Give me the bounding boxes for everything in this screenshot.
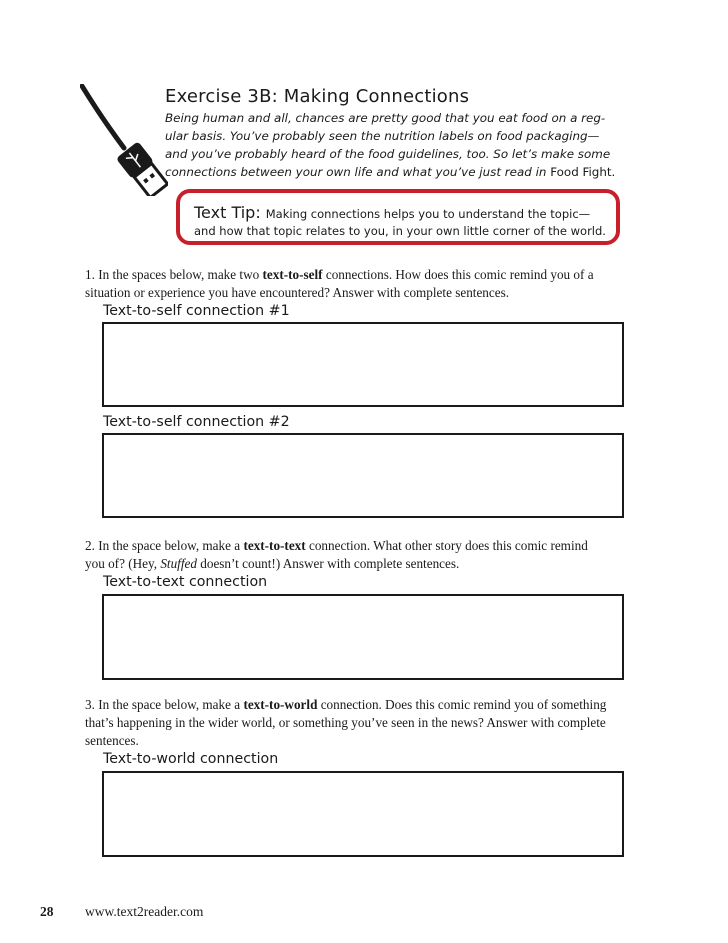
italic-title: Stuffed bbox=[160, 556, 197, 571]
text-to-self-label-2: Text-to-self connection #2 bbox=[103, 414, 290, 430]
question-line: 3. In the space below, make a text-to-world connection. Does this comic remind you of something bbox=[85, 697, 607, 712]
intro-line: ular basis. You’ve probably seen the nutrition labels on food packaging— bbox=[165, 129, 600, 143]
exercise-title: Exercise 3B: Making Connections bbox=[165, 86, 470, 107]
text-to-self-answer-box-2[interactable] bbox=[102, 433, 624, 518]
question-1 bbox=[85, 266, 643, 302]
intro-line: Being human and all, chances are pretty good that you eat food on a reg- bbox=[165, 111, 606, 125]
exercise-intro bbox=[165, 109, 643, 181]
text-to-text-label: Text-to-text connection bbox=[103, 574, 268, 590]
text-to-text-answer-box[interactable] bbox=[102, 594, 624, 680]
question-line: situation or experience you have encountered? Answer with complete sentences. bbox=[85, 285, 510, 300]
text-tip-text: Making connections helps you to understand the topic— bbox=[265, 207, 591, 221]
page-number: 28 bbox=[40, 904, 54, 919]
question-3 bbox=[85, 696, 643, 750]
text-tip-label: Text Tip: bbox=[194, 203, 261, 222]
question-2 bbox=[85, 537, 643, 573]
question-line: sentences. bbox=[85, 733, 139, 748]
text-tip-line-1 bbox=[194, 203, 590, 222]
text-to-world-label: Text-to-world connection bbox=[103, 751, 279, 767]
intro-last-line-text: connections between your own life and what you’ve just read in bbox=[165, 165, 551, 179]
intro-line: and you’ve probably heard of the food guidelines, too. So let’s make some bbox=[165, 147, 611, 161]
question-line: 2. In the space below, make a text-to-text connection. What other story does this comic remind bbox=[85, 538, 588, 553]
text-to-self-answer-box-1[interactable] bbox=[102, 322, 624, 407]
bold-term: text-to-self bbox=[262, 267, 323, 282]
bold-term: text-to-text bbox=[243, 538, 306, 553]
question-line: that’s happening in the wider world, or something you’ve seen in the news? Answer with complete bbox=[85, 715, 606, 730]
intro-line bbox=[165, 163, 643, 181]
question-line: 1. In the spaces below, make two text-to-self connections. How does this comic remind you of a bbox=[85, 267, 594, 282]
footer-url[interactable]: www.text2reader.com bbox=[85, 904, 204, 919]
bold-term: text-to-world bbox=[243, 697, 318, 712]
text-to-world-answer-box[interactable] bbox=[102, 771, 624, 857]
book-title: Food Fight. bbox=[550, 165, 616, 179]
usb-plug-icon bbox=[80, 84, 168, 196]
question-line: you of? (Hey, Stuffed doesn’t count!) Answer with complete sentences. bbox=[85, 556, 460, 571]
text-tip-line-2: and how that topic relates to you, in your own little corner of the world. bbox=[194, 224, 606, 238]
text-to-self-label-1: Text-to-self connection #1 bbox=[103, 303, 290, 319]
